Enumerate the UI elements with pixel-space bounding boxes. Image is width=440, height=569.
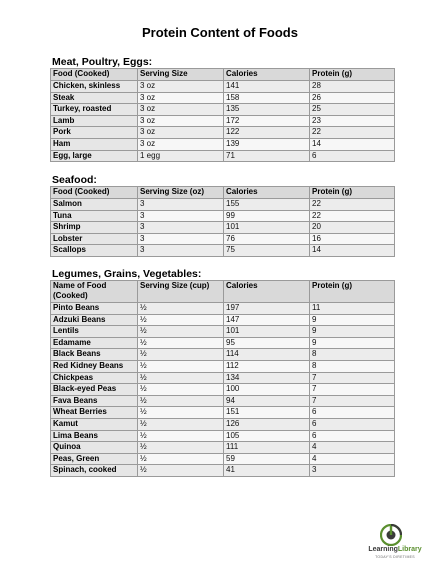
protein-cell: 6 (310, 430, 395, 442)
food-name-cell: Turkey, roasted (51, 104, 138, 116)
table-row (51, 92, 395, 104)
logo-word-library: Library (397, 546, 422, 553)
calories-cell: 75 (224, 245, 310, 257)
serving-size-cell: 3 (138, 199, 224, 211)
calories-cell: 101 (224, 326, 310, 338)
column-header: Calories (224, 69, 310, 81)
table-row (51, 81, 395, 93)
serving-size-cell: ½ (138, 314, 224, 326)
table-row (51, 384, 395, 396)
table-row (51, 303, 395, 315)
logo-tagline: TODAY'S DIRETIMES (375, 555, 415, 559)
serving-size-cell: ½ (138, 442, 224, 454)
calories-cell: 147 (224, 314, 310, 326)
calories-cell: 101 (224, 222, 310, 234)
calories-cell: 105 (224, 430, 310, 442)
column-header: Calories (224, 281, 310, 303)
protein-cell: 11 (310, 303, 395, 315)
calories-cell: 100 (224, 384, 310, 396)
table-row (51, 337, 395, 349)
food-name-cell: Edamame (51, 337, 138, 349)
table-row (51, 138, 395, 150)
food-name-cell: Salmon (51, 199, 138, 211)
table-row (51, 442, 395, 454)
column-header: Food (Cooked) (51, 69, 138, 81)
protein-cell: 4 (310, 453, 395, 465)
serving-size-cell: 3 (138, 233, 224, 245)
protein-cell: 28 (310, 81, 395, 93)
food-name-cell: Black-eyed Peas (51, 384, 138, 396)
table-row (51, 360, 395, 372)
protein-cell: 7 (310, 384, 395, 396)
serving-size-cell: 3 oz (138, 92, 224, 104)
table-header-row (51, 187, 395, 199)
calories-cell: 122 (224, 127, 310, 139)
table-header-row (51, 69, 395, 81)
serving-size-cell: ½ (138, 372, 224, 384)
logo-wordmark (364, 546, 426, 553)
table-row (51, 222, 395, 234)
serving-size-cell: 1 egg (138, 150, 224, 162)
column-header: Protein (g) (310, 281, 395, 303)
table-body (51, 81, 395, 162)
table-row (51, 150, 395, 162)
food-name-cell: Lentils (51, 326, 138, 338)
calories-cell: 151 (224, 407, 310, 419)
calories-cell: 112 (224, 360, 310, 372)
table-row (51, 104, 395, 116)
serving-size-cell: ½ (138, 337, 224, 349)
food-name-cell: Peas, Green (51, 453, 138, 465)
serving-size-cell: 3 (138, 222, 224, 234)
column-header: Serving Size (oz) (138, 187, 224, 199)
table-body (51, 303, 395, 477)
serving-size-cell: ½ (138, 303, 224, 315)
food-name-cell: Scallops (51, 245, 138, 257)
section-title-meat: Meat, Poultry, Eggs: (52, 56, 153, 68)
calories-cell: 197 (224, 303, 310, 315)
protein-cell: 6 (310, 150, 395, 162)
learning-library-logo-icon (380, 524, 402, 546)
protein-cell: 14 (310, 245, 395, 257)
food-name-cell: Fava Beans (51, 395, 138, 407)
protein-cell: 20 (310, 222, 395, 234)
food-name-cell: Pork (51, 127, 138, 139)
serving-size-cell: ½ (138, 407, 224, 419)
food-name-cell: Pinto Beans (51, 303, 138, 315)
protein-cell: 8 (310, 349, 395, 361)
calories-cell: 41 (224, 465, 310, 477)
table-row (51, 407, 395, 419)
table-header-row (51, 281, 395, 303)
table-seafood (50, 186, 395, 257)
table-row (51, 115, 395, 127)
calories-cell: 71 (224, 150, 310, 162)
column-header: Name of Food (Cooked) (51, 281, 138, 303)
table-row (51, 233, 395, 245)
protein-cell: 9 (310, 337, 395, 349)
calories-cell: 76 (224, 233, 310, 245)
serving-size-cell: 3 oz (138, 81, 224, 93)
column-header: Serving Size (cup) (138, 281, 224, 303)
table-row (51, 453, 395, 465)
food-name-cell: Lobster (51, 233, 138, 245)
logo-word-learning: Learning (368, 546, 398, 553)
food-name-cell: Lima Beans (51, 430, 138, 442)
protein-cell: 6 (310, 407, 395, 419)
serving-size-cell: 3 oz (138, 115, 224, 127)
calories-cell: 95 (224, 337, 310, 349)
food-name-cell: Tuna (51, 210, 138, 222)
protein-cell: 8 (310, 360, 395, 372)
protein-cell: 14 (310, 138, 395, 150)
column-header: Protein (g) (310, 69, 395, 81)
protein-cell: 16 (310, 233, 395, 245)
calories-cell: 59 (224, 453, 310, 465)
calories-cell: 141 (224, 81, 310, 93)
serving-size-cell: ½ (138, 326, 224, 338)
calories-cell: 134 (224, 372, 310, 384)
calories-cell: 139 (224, 138, 310, 150)
protein-cell: 9 (310, 326, 395, 338)
calories-cell: 99 (224, 210, 310, 222)
table-row (51, 349, 395, 361)
calories-cell: 158 (224, 92, 310, 104)
table-row (51, 245, 395, 257)
protein-cell: 3 (310, 465, 395, 477)
food-name-cell: Spinach, cooked (51, 465, 138, 477)
table-legumes-grains-vegetables (50, 280, 395, 477)
protein-cell: 22 (310, 127, 395, 139)
section-title-legumes: Legumes, Grains, Vegetables: (52, 268, 202, 280)
protein-cell: 7 (310, 372, 395, 384)
food-name-cell: Red Kidney Beans (51, 360, 138, 372)
serving-size-cell: ½ (138, 465, 224, 477)
food-name-cell: Black Beans (51, 349, 138, 361)
table-row (51, 430, 395, 442)
serving-size-cell: ½ (138, 453, 224, 465)
table-row (51, 314, 395, 326)
calories-cell: 111 (224, 442, 310, 454)
calories-cell: 126 (224, 418, 310, 430)
food-name-cell: Egg, large (51, 150, 138, 162)
learning-library-logo (364, 524, 424, 564)
food-name-cell: Ham (51, 138, 138, 150)
food-name-cell: Adzuki Beans (51, 314, 138, 326)
protein-cell: 7 (310, 395, 395, 407)
serving-size-cell: 3 (138, 245, 224, 257)
food-name-cell: Kamut (51, 418, 138, 430)
table-row (51, 326, 395, 338)
serving-size-cell: 3 (138, 210, 224, 222)
serving-size-cell: ½ (138, 430, 224, 442)
serving-size-cell: 3 oz (138, 104, 224, 116)
table-row (51, 418, 395, 430)
column-header: Food (Cooked) (51, 187, 138, 199)
serving-size-cell: ½ (138, 418, 224, 430)
calories-cell: 94 (224, 395, 310, 407)
serving-size-cell: ½ (138, 395, 224, 407)
table-row (51, 395, 395, 407)
page-title: Protein Content of Foods (142, 25, 298, 40)
serving-size-cell: ½ (138, 360, 224, 372)
serving-size-cell: 3 oz (138, 127, 224, 139)
food-name-cell: Quinoa (51, 442, 138, 454)
table-row (51, 127, 395, 139)
table-row (51, 372, 395, 384)
protein-cell: 9 (310, 314, 395, 326)
protein-cell: 4 (310, 442, 395, 454)
column-header: Protein (g) (310, 187, 395, 199)
column-header: Serving Size (138, 69, 224, 81)
protein-cell: 22 (310, 210, 395, 222)
protein-cell: 26 (310, 92, 395, 104)
column-header: Calories (224, 187, 310, 199)
calories-cell: 135 (224, 104, 310, 116)
food-name-cell: Chickpeas (51, 372, 138, 384)
protein-cell: 23 (310, 115, 395, 127)
protein-cell: 6 (310, 418, 395, 430)
protein-cell: 25 (310, 104, 395, 116)
section-title-seafood: Seafood: (52, 174, 97, 186)
food-name-cell: Lamb (51, 115, 138, 127)
table-row (51, 465, 395, 477)
serving-size-cell: ½ (138, 384, 224, 396)
food-name-cell: Steak (51, 92, 138, 104)
calories-cell: 155 (224, 199, 310, 211)
serving-size-cell: ½ (138, 349, 224, 361)
food-name-cell: Wheat Berries (51, 407, 138, 419)
protein-cell: 22 (310, 199, 395, 211)
food-name-cell: Chicken, skinless (51, 81, 138, 93)
calories-cell: 172 (224, 115, 310, 127)
table-body (51, 199, 395, 257)
table-row (51, 199, 395, 211)
calories-cell: 114 (224, 349, 310, 361)
food-name-cell: Shrimp (51, 222, 138, 234)
table-meat-poultry-eggs (50, 68, 395, 162)
table-row (51, 210, 395, 222)
serving-size-cell: 3 oz (138, 138, 224, 150)
